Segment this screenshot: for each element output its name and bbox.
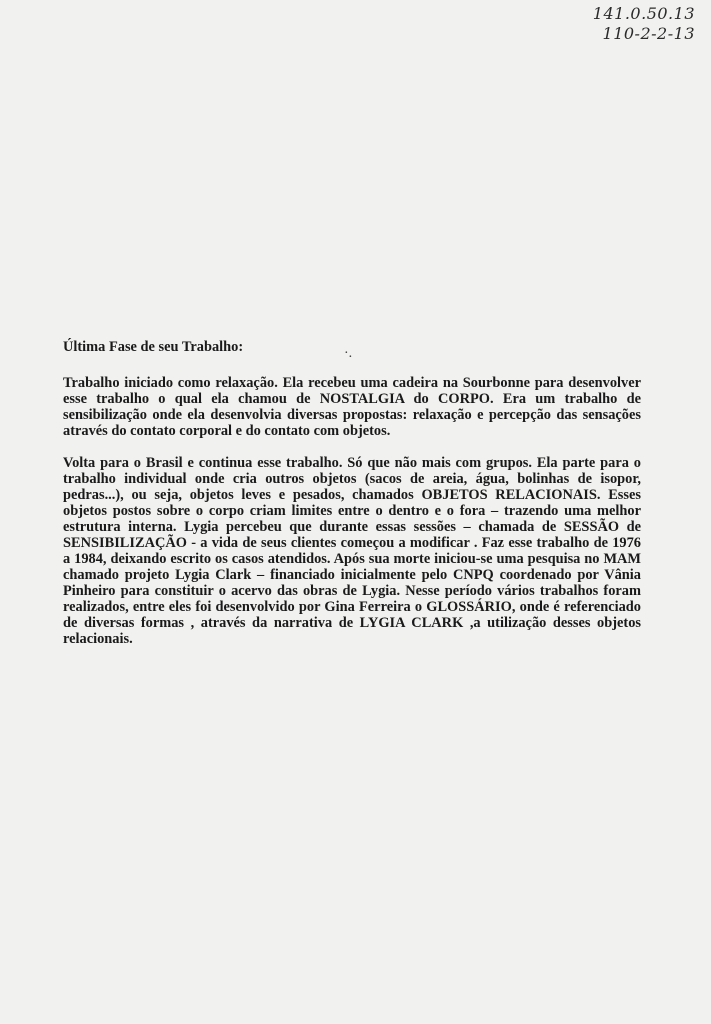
annotation-line-1: 141.0.50.13 [592,4,695,23]
paragraph-1: Trabalho iniciado como relaxação. Ela recebeu uma cadeira na Sourbonne para desenvolver esse trabalho o qual ela chamou de NOSTALGIA do CORPO. Era um trabalho de sensibilização onde ela desenvolvia diversas propostas: relaxação e percepção das sensações através do contato corporal e do contato com objetos. [63,375,641,439]
paragraph-2: Volta para o Brasil e continua esse trabalho. Só que não mais com grupos. Ela parte para o trabalho individual onde cria outros objetos (sacos de areia, água, bolinhas de isopor, pedras...), ou seja, objetos leves e pesados, chamados OBJETOS RELACIONAIS. Esses objetos postos sobre o corpo criam limites entre o dentro e o fora – trazendo uma melhor estrutura interna. Lygia percebeu que durante essas sessões – chamada de SESSÃO de SENSIBILIZAÇÃO - a vida de seus clientes começou a modificar . Faz esse trabalho de 1976 a 1984, deixando escrito os casos atendidos. Após sua morte iniciou-se uma pesquisa no MAM chamado projeto Lygia Clark – financiado inicialmente pelo CNPQ coordenado por Vânia Pinheiro para constituir o acervo das obras de Lygia. Nesse período vários trabalhos foram realizados, entre eles foi desenvolvido por Gina Ferreira o GLOSSÁRIO, onde é referenciado de diversas formas , através da narrativa de LYGIA CLARK ,a utilização desses objetos relacionais. [63,455,641,647]
annotation-line-2: 110-2-2-13 [602,24,695,43]
document-body [63,339,641,663]
stray-mark: ·. [344,346,353,361]
handwritten-annotation [593,4,695,44]
section-heading: Última Fase de seu Trabalho: [63,339,244,355]
